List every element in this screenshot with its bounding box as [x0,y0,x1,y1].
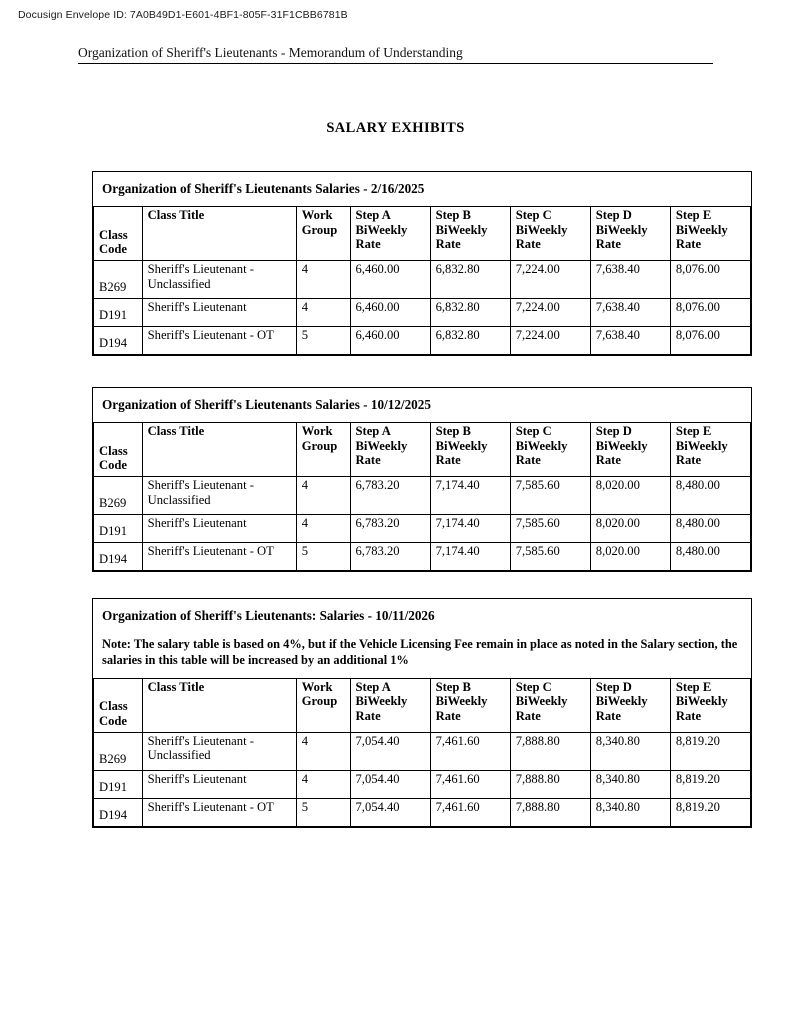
header-line-2: Group [301,438,338,453]
table-row [94,477,751,515]
salary-table-caption-1 [93,172,751,206]
header-line-2: BiWeekly [435,694,488,709]
header-line-2: BiWeekly [435,222,488,237]
docusign-envelope-id: Docusign Envelope ID: 7A0B49D1-E601-4BF1-805F-31F1CBB6781B [18,9,348,21]
header-line-2: Group [301,222,338,237]
cell-step-e: 8,076.00 [670,327,750,355]
cell-class-code: D191 [94,515,143,543]
cell-step-d: 7,638.40 [590,299,670,327]
header-line-1: Work [301,208,333,222]
cell-step-d: 8,340.80 [590,770,670,798]
table-header-row [94,678,751,732]
header-line-1: Work [301,424,333,438]
header-line-3: Rate [355,709,381,724]
cell-step-c: 7,585.60 [510,477,590,515]
caption-title: Organization of Sheriff's Lieutenants: Salaries - 10/11/2026 [102,608,435,623]
cell-class-code: D194 [94,543,143,571]
cell-class-code: D191 [94,770,143,798]
salary-exhibit-block-3 [92,598,752,828]
header-line-1: Step B [435,424,471,438]
column-header-step-e [670,423,750,477]
column-header-class-title: Class Title [142,207,296,261]
column-header-step-b [430,207,510,261]
cell-step-a: 6,783.20 [350,477,430,515]
header-line-2: BiWeekly [595,222,648,237]
header-line-1: Class [99,227,128,242]
table-row [94,732,751,770]
header-line-3: Rate [435,709,461,724]
column-header-step-a [350,423,430,477]
cell-step-a: 6,460.00 [350,327,430,355]
cell-step-c: 7,585.60 [510,543,590,571]
header-line-2: BiWeekly [515,222,568,237]
table-body [94,732,751,826]
column-header-step-c [510,423,590,477]
header-line-3: Rate [355,453,381,468]
cell-step-b: 6,832.80 [430,261,510,299]
header-line-3: Rate [515,453,541,468]
cell-class-title: Sheriff's Lieutenant [142,299,296,327]
header-line-2: BiWeekly [515,694,568,709]
cell-class-title: Sheriff's Lieutenant - OT [142,543,296,571]
running-header-text: Organization of Sheriff's Lieutenants - Memorandum of Understanding [78,45,463,60]
cell-class-code: D191 [94,299,143,327]
table-body [94,261,751,355]
table-header-row [94,423,751,477]
header-line-2: BiWeekly [595,438,648,453]
header-line-1: Step B [435,208,471,222]
cell-step-e: 8,819.20 [670,732,750,770]
header-line-1: Step C [515,679,552,694]
cell-step-c: 7,888.80 [510,770,590,798]
salary-table-caption-3 [93,599,751,678]
cell-step-e: 8,480.00 [670,477,750,515]
column-header-step-b [430,423,510,477]
cell-work-group: 5 [296,543,350,571]
table-row [94,770,751,798]
table-row [94,543,751,571]
cell-step-b: 6,832.80 [430,299,510,327]
header-line-2: BiWeekly [595,694,648,709]
header-line-1: Step E [675,208,712,222]
table-header [94,678,751,732]
cell-class-title: Sheriff's Lieutenant - OT [142,798,296,826]
cell-class-title: Sheriff's Lieutenant - Unclassified [142,261,296,299]
column-header-work-group [296,678,350,732]
header-line-3: Rate [435,453,461,468]
header-line-2: BiWeekly [675,438,728,453]
header-line-1: Step A [355,424,391,438]
cell-class-title: Sheriff's Lieutenant - Unclassified [142,477,296,515]
cell-step-a: 6,783.20 [350,515,430,543]
cell-class-title: Sheriff's Lieutenant [142,770,296,798]
header-line-3: Rate [675,237,702,252]
cell-class-title: Sheriff's Lieutenant - Unclassified [142,732,296,770]
table-row [94,327,751,355]
salary-exhibit-block-2 [92,387,752,572]
header-line-1: Class [99,699,128,714]
caption-title: Organization of Sheriff's Lieutenants Salaries - 2/16/2025 [102,181,425,196]
cell-step-d: 8,020.00 [590,543,670,571]
cell-step-c: 7,224.00 [510,299,590,327]
caption-title: Organization of Sheriff's Lieutenants Salaries - 10/12/2025 [102,397,431,412]
salary-table-2 [93,422,751,571]
header-line-1: Step D [595,679,632,694]
cell-step-c: 7,585.60 [510,515,590,543]
column-header-work-group [296,423,350,477]
header-line-3: Rate [355,237,381,252]
cell-work-group: 4 [296,477,350,515]
header-line-2: Group [301,694,338,709]
salary-table-1 [93,206,751,355]
cell-step-e: 8,819.20 [670,770,750,798]
cell-step-a: 7,054.40 [350,770,430,798]
header-line-3: Rate [595,453,621,468]
cell-step-d: 8,020.00 [590,477,670,515]
cell-step-c: 7,888.80 [510,732,590,770]
cell-class-code: D194 [94,327,143,355]
cell-class-title: Sheriff's Lieutenant [142,515,296,543]
table-header-row [94,207,751,261]
cell-work-group: 4 [296,732,350,770]
column-header-step-e [670,207,750,261]
cell-step-a: 6,783.20 [350,543,430,571]
header-line-2: BiWeekly [675,694,728,709]
cell-work-group: 5 [296,327,350,355]
header-line-2: Code [99,458,127,473]
column-header-step-c [510,207,590,261]
cell-work-group: 4 [296,770,350,798]
cell-step-e: 8,076.00 [670,299,750,327]
header-line-1: Step E [675,424,712,438]
cell-step-c: 7,224.00 [510,261,590,299]
salary-table-3 [93,678,751,827]
table-body [94,477,751,571]
cell-step-d: 8,340.80 [590,732,670,770]
column-header-step-d [590,423,670,477]
cell-step-d: 7,638.40 [590,327,670,355]
salary-exhibit-block-1 [92,171,752,356]
cell-class-code: B269 [94,732,143,770]
cell-step-d: 7,638.40 [590,261,670,299]
column-header-work-group [296,207,350,261]
column-header-step-d [590,678,670,732]
cell-step-b: 7,174.40 [430,515,510,543]
cell-step-e: 8,819.20 [670,798,750,826]
header-line-2: Code [99,714,127,729]
cell-work-group: 4 [296,299,350,327]
cell-class-code: D194 [94,798,143,826]
header-line-2: BiWeekly [515,438,568,453]
cell-step-b: 7,174.40 [430,543,510,571]
column-header-class-code [94,423,143,477]
cell-step-a: 7,054.40 [350,798,430,826]
column-header-step-a [350,678,430,732]
cell-work-group: 5 [296,798,350,826]
header-line-3: Rate [515,237,541,252]
header-line-1: Step A [355,679,391,694]
cell-step-b: 7,461.60 [430,798,510,826]
cell-step-c: 7,888.80 [510,798,590,826]
header-line-1: Step E [675,679,712,694]
header-line-2: BiWeekly [355,438,408,453]
column-header-step-a [350,207,430,261]
cell-step-b: 6,832.80 [430,327,510,355]
table-row [94,261,751,299]
table-row [94,798,751,826]
cell-step-e: 8,480.00 [670,515,750,543]
header-line-2: BiWeekly [355,694,408,709]
cell-step-b: 7,461.60 [430,732,510,770]
header-line-3: Rate [675,709,702,724]
header-line-3: Rate [435,237,461,252]
cell-work-group: 4 [296,515,350,543]
cell-class-title: Sheriff's Lieutenant - OT [142,327,296,355]
cell-step-c: 7,224.00 [510,327,590,355]
table-row [94,515,751,543]
header-line-1: Step D [595,208,632,222]
column-header-class-code [94,207,143,261]
column-header-step-d [590,207,670,261]
column-header-class-title: Class Title [142,678,296,732]
header-line-1: Class [99,443,128,458]
header-line-3: Rate [595,709,621,724]
cell-work-group: 4 [296,261,350,299]
header-line-1: Step A [355,208,391,222]
header-line-2: BiWeekly [675,222,728,237]
cell-step-b: 7,461.60 [430,770,510,798]
column-header-step-c [510,678,590,732]
header-line-3: Rate [515,709,541,724]
table-header [94,423,751,477]
header-line-1: Work [301,679,333,694]
header-line-1: Step B [435,679,471,694]
column-header-step-b [430,678,510,732]
header-line-3: Rate [675,453,702,468]
header-line-1: Step D [595,424,632,438]
column-header-step-e [670,678,750,732]
cell-step-a: 7,054.40 [350,732,430,770]
cell-step-a: 6,460.00 [350,261,430,299]
header-line-1: Step C [515,208,552,222]
cell-step-a: 6,460.00 [350,299,430,327]
table-row [94,299,751,327]
document-running-header [78,45,713,64]
header-line-2: Code [99,242,127,257]
column-header-class-code [94,678,143,732]
header-line-2: BiWeekly [355,222,408,237]
header-line-3: Rate [595,237,621,252]
cell-class-code: B269 [94,477,143,515]
cell-step-e: 8,076.00 [670,261,750,299]
header-line-2: BiWeekly [435,438,488,453]
salary-table-note: Note: The salary table is based on 4%, but if the Vehicle Licensing Fee remain in place as noted in the Salary section, the salaries in this table will be increased by an additional 1% [102,637,738,668]
column-header-class-title: Class Title [142,423,296,477]
cell-step-d: 8,340.80 [590,798,670,826]
salary-table-caption-2 [93,388,751,422]
cell-step-e: 8,480.00 [670,543,750,571]
cell-step-b: 7,174.40 [430,477,510,515]
cell-step-d: 8,020.00 [590,515,670,543]
header-line-1: Step C [515,424,552,438]
page-title: SALARY EXHIBITS [326,120,465,136]
cell-class-code: B269 [94,261,143,299]
table-header [94,207,751,261]
